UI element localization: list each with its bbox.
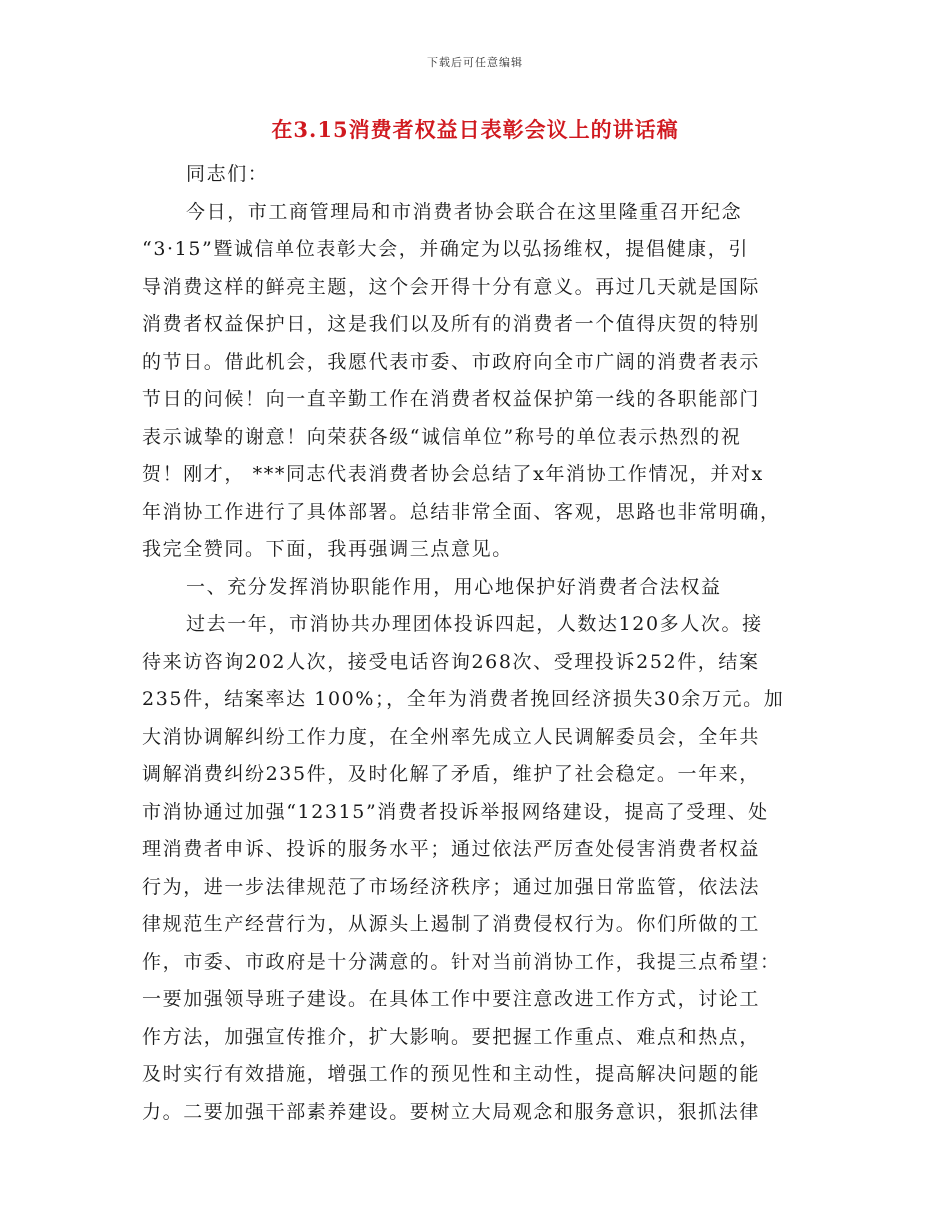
text-line: 行为，进一步法律规范了市场经济秩序；通过加强日常监管，依法法	[142, 875, 761, 898]
text-line: 年消协工作进行了具体部署。总结非常全面、客观，思路也非常明确，	[142, 500, 781, 523]
text-line: 今日，市工商管理局和市消费者协会联合在这里隆重召开纪念	[186, 200, 743, 223]
text-line: 消费者权益保护日，这是我们以及所有的消费者一个值得庆贺的特别	[142, 313, 761, 335]
text-line: 及时实行有效措施，增强工作的预见性和主动性，提高解决问题的能	[142, 1063, 761, 1085]
text-line: 的节日。借此机会，我愿代表市委、市政府向全市广阔的消费者表示	[142, 350, 761, 373]
page-header-note: 下载后可任意编辑	[427, 56, 523, 69]
text-line: 表示诚挚的谢意！向荣获各级“诚信单位”称号的单位表示热烈的祝	[142, 425, 742, 448]
document-body	[142, 156, 808, 1131]
text-line: 理消费者申诉、投诉的服务水平；通过依法严厉查处侵害消费者权益	[142, 838, 761, 860]
text-line: 导消费这样的鲜亮主题，这个会开得十分有意义。再过几天就是国际	[142, 275, 761, 298]
text-line: 力。二要加强干部素养建设。要树立大局观念和服务意识，狠抓法律	[142, 1100, 761, 1123]
text-line: 一要加强领导班子建设。在具体工作中要注意改进工作方式，讨论工	[142, 988, 761, 1010]
text-line: 235件，结案率达 100%；，全年为消费者挽回经济损失30余万元。加	[142, 688, 785, 710]
document-title: 在3.15消费者权益日表彰会议上的讲话稿	[271, 117, 679, 142]
text-line: 大消协调解纠纷工作力度，在全州率先成立人民调解委员会，全年共	[142, 725, 761, 748]
text-line: 市消协通过加强“12315”消费者投诉举报网络建设，提高了受理、处	[142, 800, 769, 823]
text-line: 作，市委、市政府是十分满意的。针对当前消协工作，我提三点希望：	[142, 950, 781, 973]
text-line: 节日的问候！向一直辛勤工作在消费者权益保护第一线的各职能部门	[142, 388, 761, 410]
text-line: 律规范生产经营行为，从源头上遏制了消费侵权行为。你们所做的工	[142, 913, 761, 935]
text-line: 作方法，加强宣传推介，扩大影响。要把握工作重点、难点和热点，	[142, 1025, 761, 1048]
text-line: 一、充分发挥消协职能作用，用心地保护好消费者合法权益	[186, 575, 722, 598]
text-line: 调解消费纠纷235件，及时化解了矛盾，维护了社会稳定。一年来，	[142, 763, 760, 785]
text-line: 我完全赞同。下面，我再强调三点意见。	[142, 538, 513, 560]
text-line: 贺！刚才， ***同志代表消费者协会总结了x年消协工作情况，并对x	[142, 463, 764, 485]
text-line: 同志们：	[186, 163, 269, 185]
text-line: “3·15”暨诚信单位表彰大会，并确定为以弘扬维权，提倡健康，引	[142, 238, 749, 260]
text-line: 待来访咨询202人次，接受电话咨询268次、受理投诉252件，结案	[142, 650, 760, 673]
text-line: 过去一年，市消协共办理团体投诉四起，人数达120多人次。接	[186, 613, 763, 635]
